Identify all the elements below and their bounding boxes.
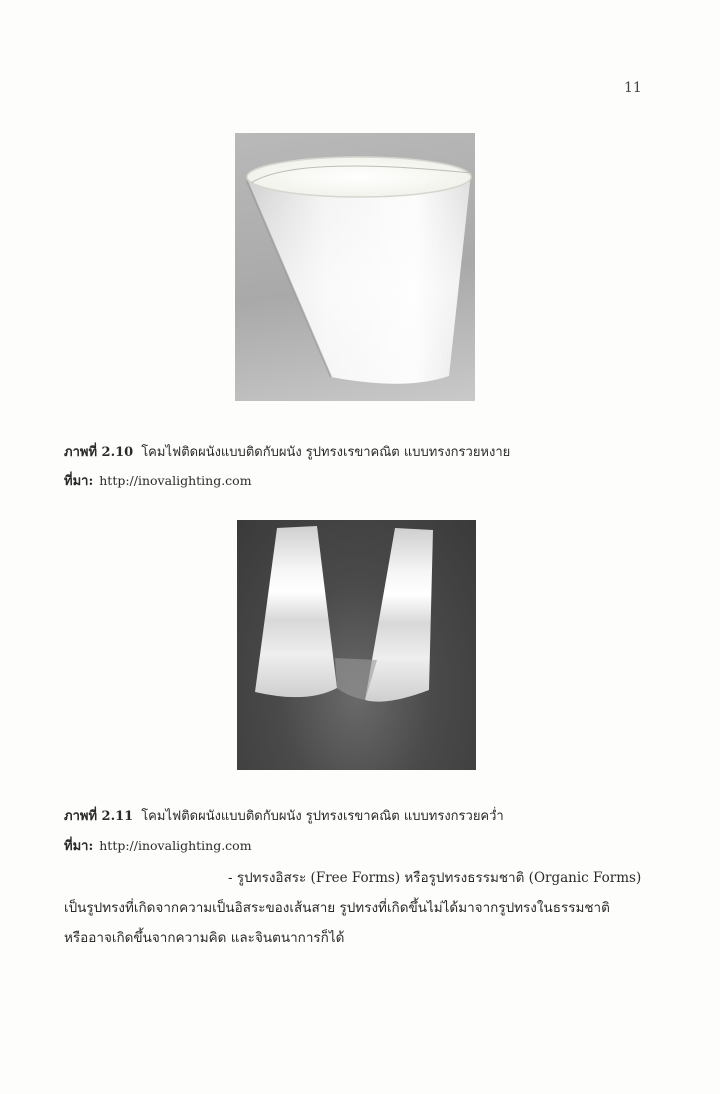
caption-label: ภาพที่ 2.10	[64, 445, 134, 460]
source-label: ที่มา:	[64, 474, 94, 489]
caption-text: โคมไฟติดผนังแบบติดกับผนัง รูปทรงเรขาคณิต แบบทรงกรวยหงาย	[141, 445, 511, 460]
paragraph-line: หรืออาจเกิดขึ้นจากความคิด และจินตนาการก็ได้	[64, 930, 345, 946]
cone-up-lamp-illustration	[235, 133, 475, 401]
figure-source	[64, 470, 252, 491]
figure-cone-up-lamp-photo	[235, 133, 475, 401]
source-url: http://inovalighting.com	[99, 838, 252, 853]
source-url: http://inovalighting.com	[99, 473, 252, 488]
caption-label: ภาพที่ 2.11	[64, 809, 134, 824]
figure-cone-down-lamps-photo	[237, 520, 476, 770]
cone-down-lamps-illustration	[237, 520, 476, 770]
figure-caption	[64, 441, 510, 462]
figure-source	[64, 835, 252, 856]
page-number: 11	[624, 80, 642, 96]
figure-caption	[64, 805, 504, 826]
paragraph-line: เป็นรูปทรงที่เกิดจากความเป็นอิสระของเส้นสาย รูปทรงที่เกิดขึ้นไม่ได้มาจากรูปทรงในธรรมชาติ	[64, 900, 610, 916]
caption-text: โคมไฟติดผนังแบบติดกับผนัง รูปทรงเรขาคณิต แบบทรงกรวยคว่ำ	[141, 809, 504, 824]
paragraph-line: - รูปทรงอิสระ (Free Forms) หรือรูปทรงธรรมชาติ (Organic Forms)	[228, 870, 642, 886]
source-label: ที่มา:	[64, 839, 94, 854]
